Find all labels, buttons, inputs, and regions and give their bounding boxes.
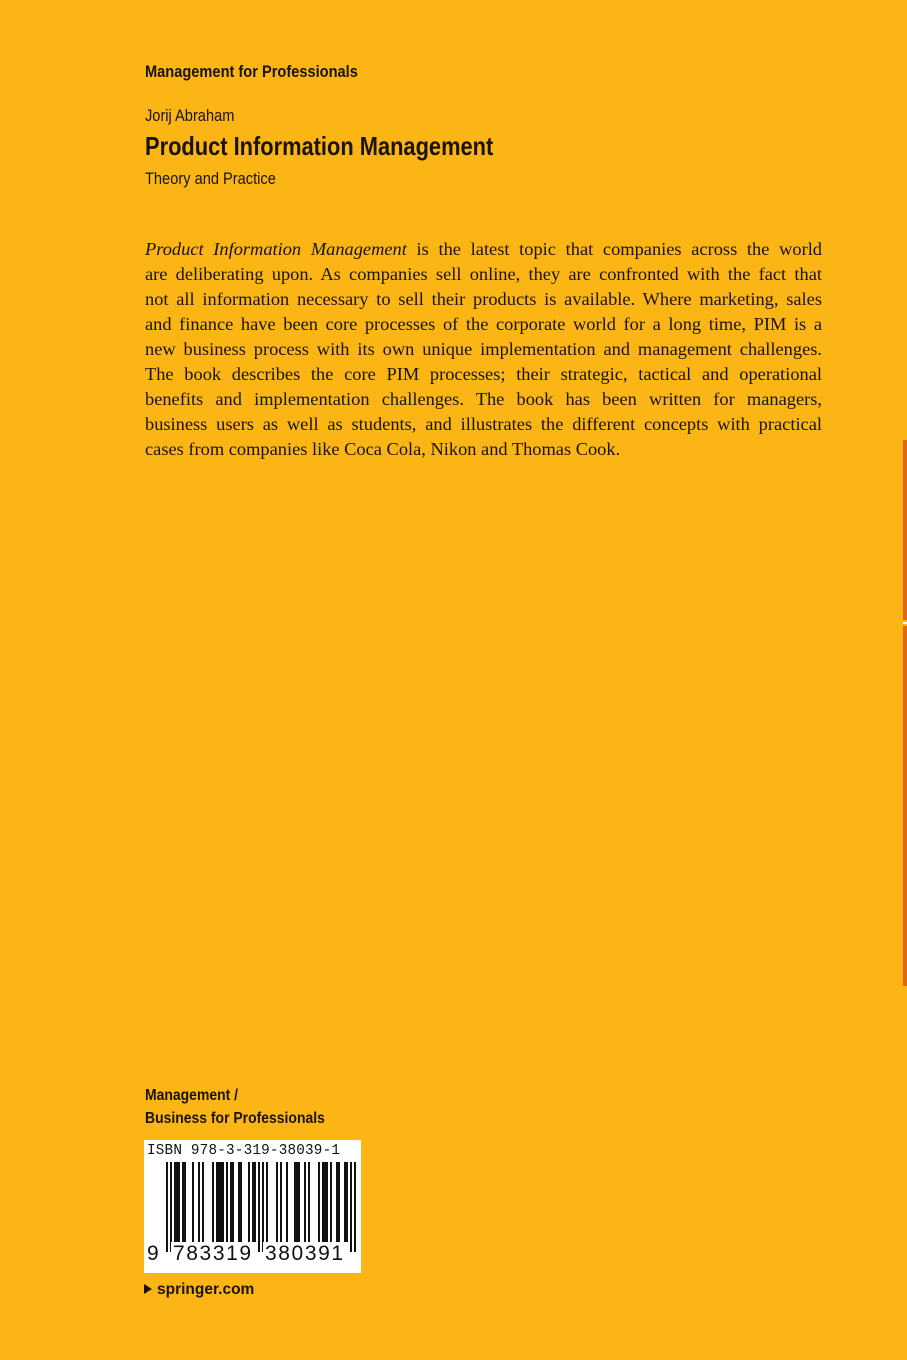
- barcode-guard-bar: [166, 1162, 168, 1252]
- barcode-bar: [252, 1162, 256, 1242]
- barcode-bar: [330, 1162, 332, 1242]
- barcode-bar: [202, 1162, 204, 1242]
- description-line: [145, 237, 822, 262]
- barcode-bar: [230, 1162, 234, 1242]
- barcode-bar: [276, 1162, 278, 1242]
- barcode-bar: [182, 1162, 186, 1242]
- barcode-bar: [336, 1162, 340, 1242]
- description-line: benefits and implementation challenges. The book has been written for managers,: [145, 389, 822, 409]
- publisher-link-text: springer.com: [157, 1281, 255, 1298]
- barcode-bar: [192, 1162, 194, 1242]
- description-italic-lead: Product Information Management: [145, 239, 407, 259]
- barcode-bar: [216, 1162, 224, 1242]
- description-line: not all information necessary to sell their products is available. Where marketing, sales: [145, 289, 822, 309]
- subject-category: [145, 1084, 325, 1130]
- description-line: business users as well as students, and illustrates the different concepts with practical: [145, 414, 822, 434]
- description-line: are deliberating upon. As companies sell online, they are confronted with the fact that: [145, 264, 822, 284]
- barcode-bar: [238, 1162, 242, 1242]
- ean-first-digit: 9: [147, 1242, 159, 1265]
- barcode-bar: [308, 1162, 310, 1242]
- barcode-bar: [248, 1162, 250, 1242]
- ean-right-digits: 380391: [265, 1242, 345, 1265]
- category-line-2: Business for Professionals: [145, 1110, 325, 1127]
- description-line: and finance have been core processes of the corporate world for a long time, PIM is a: [145, 314, 822, 334]
- publisher-link[interactable]: [144, 1281, 254, 1299]
- author-name: Jorij Abraham: [145, 106, 235, 125]
- barcode-bar: [318, 1162, 320, 1242]
- barcode-guard-bar: [350, 1162, 352, 1252]
- barcode-guard-bar: [258, 1162, 260, 1252]
- barcode-bar: [174, 1162, 180, 1242]
- barcode-bar: [286, 1162, 288, 1242]
- book-title: Product Information Management: [145, 131, 494, 161]
- barcode-bar: [344, 1162, 348, 1242]
- barcode-bar: [304, 1162, 306, 1242]
- barcode-bar: [294, 1162, 300, 1242]
- edge-color-strip: [903, 622, 907, 624]
- barcode-guard-bar: [170, 1162, 172, 1252]
- barcode-guard-bar: [262, 1162, 264, 1252]
- series-name: Management for Professionals: [145, 62, 358, 81]
- book-description: [145, 237, 822, 462]
- description-line: cases from companies like Coca Cola, Nikon and Thomas Cook.: [145, 439, 621, 459]
- description-line-rest: is the latest topic that companies across the world: [406, 239, 823, 259]
- ean-left-digits: 783319: [173, 1242, 253, 1265]
- category-line-1: Management /: [145, 1087, 239, 1104]
- book-subtitle: Theory and Practice: [145, 169, 276, 188]
- description-line: new business process with its own unique implementation and management challenges.: [145, 339, 822, 359]
- edge-color-strip: [903, 440, 907, 620]
- barcode-bar: [226, 1162, 228, 1242]
- isbn-label: ISBN 978-3-319-38039-1: [147, 1143, 341, 1159]
- barcode-bar: [280, 1162, 282, 1242]
- barcode-bar: [212, 1162, 214, 1242]
- barcode-bar: [266, 1162, 268, 1242]
- barcode-guard-bar: [354, 1162, 356, 1252]
- arrow-right-icon: [144, 1284, 152, 1294]
- barcode-bar: [198, 1162, 200, 1242]
- edge-color-strip: [903, 626, 907, 986]
- isbn-barcode: [144, 1140, 361, 1273]
- description-line: The book describes the core PIM processes; their strategic, tactical and operational: [145, 364, 822, 384]
- barcode-bar: [322, 1162, 328, 1242]
